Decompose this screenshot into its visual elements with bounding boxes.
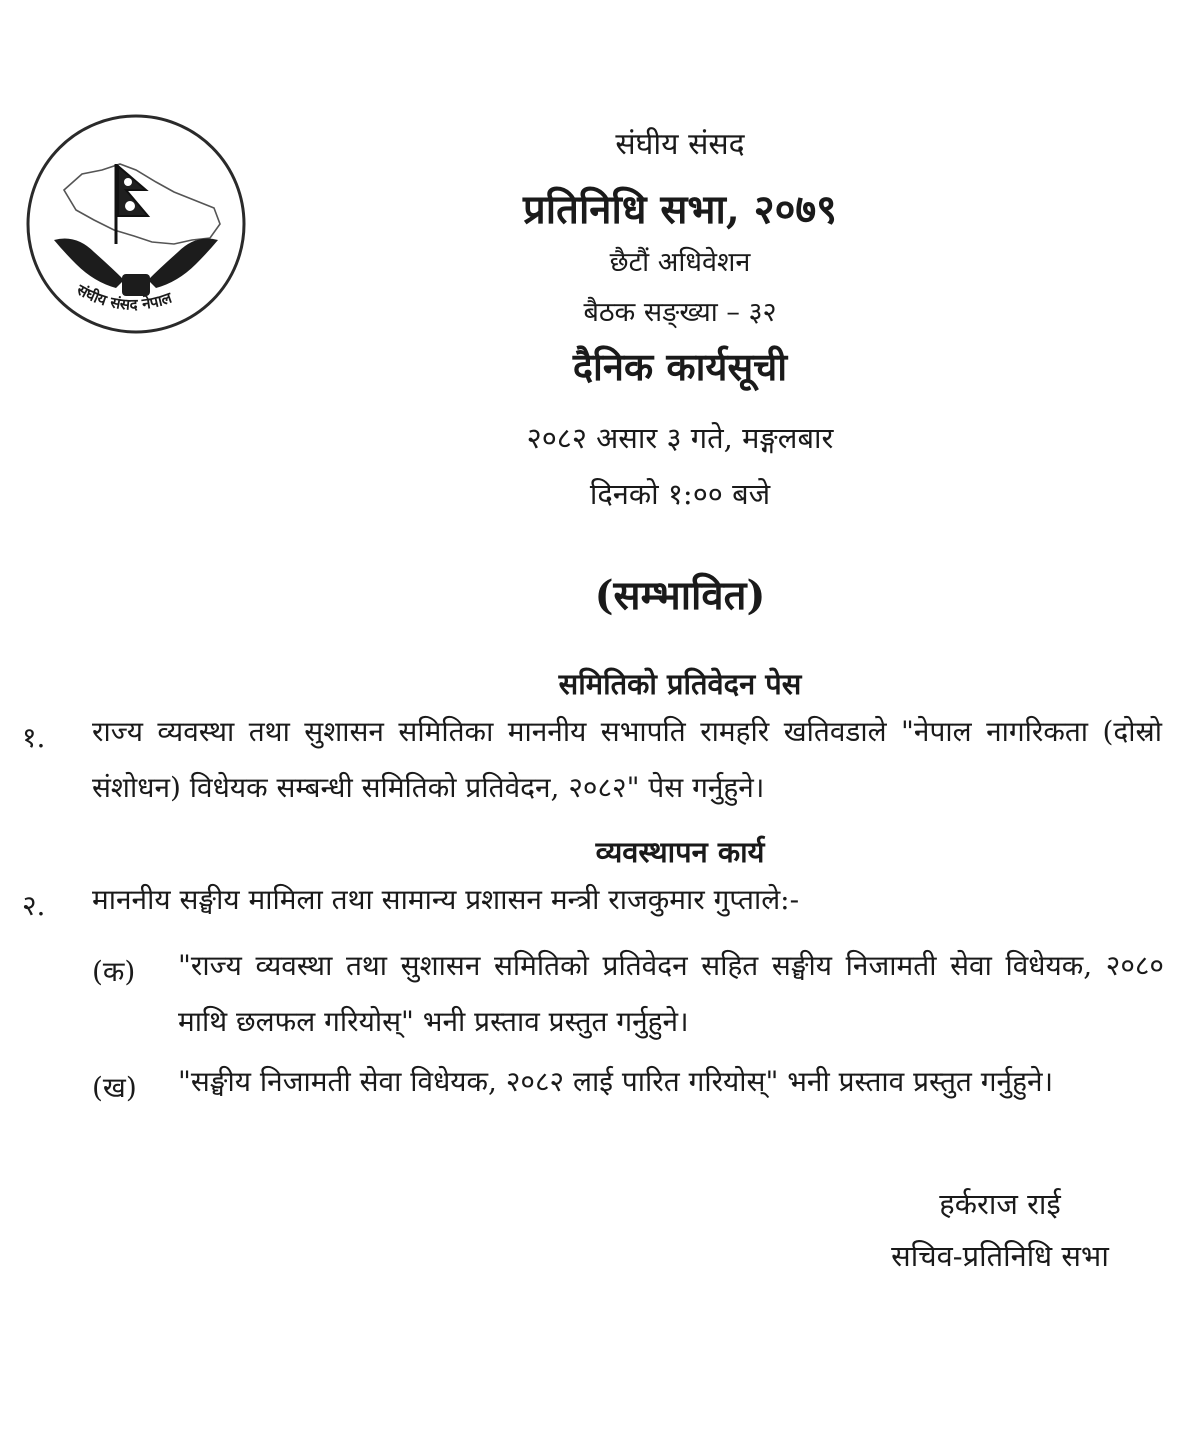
section-heading-legislative-business: व्यवस्थापन कार्य bbox=[595, 835, 765, 869]
item-text: माननीय सङ्घीय मामिला तथा सामान्य प्रशासन मन्त्री राजकुमार गुप्ताले:- bbox=[92, 883, 800, 916]
signatory-name: हर्कराज राई bbox=[939, 1187, 1061, 1221]
subitem-label: (क) bbox=[92, 955, 136, 988]
meeting-time: दिनको १:०० बजे bbox=[589, 477, 771, 511]
svg-text:संघीय संसद नेपाल: संघीय संसद नेपाल bbox=[73, 280, 175, 314]
meeting-date: २०८२ असार ३ गते, मङ्गलबार bbox=[526, 421, 834, 455]
subitem-text: "सङ्घीय निजामती सेवा विधेयक, २०८२ लाई पारित गरियोस्" भनी प्रस्ताव प्रस्तुत गर्नुहुने। bbox=[178, 1065, 1054, 1098]
session-label: छैटौं अधिवेशन bbox=[609, 247, 751, 278]
parliament-name: संघीय संसद bbox=[615, 127, 745, 162]
agenda-title: दैनिक कार्यसूची bbox=[572, 344, 788, 389]
section-heading-committee-report: समितिको प्रतिवेदन पेस bbox=[558, 667, 802, 701]
federal-parliament-nepal-emblem-icon bbox=[24, 112, 248, 336]
subitem-text: "राज्य व्यवस्था तथा सुशासन समितिको प्रतिवेदन सहित सङ्घीय निजामती सेवा विधेयक, २०८० माथि छलफल गरियोस्" भनी प्रस्ताव प्रस्तुत गर्नुहुने। bbox=[178, 949, 1164, 1038]
meeting-number: बैठक सङ्ख्या – ३२ bbox=[583, 297, 777, 328]
item-number: २. bbox=[22, 889, 46, 922]
probable-label: (सम्भावित) bbox=[594, 572, 766, 619]
item-text: राज्य व्यवस्था तथा सुशासन समितिका माननीय सभापति रामहरि खतिवडाले "नेपाल नागरिकता (दोस्रो संशोधन) विधेयक सम्बन्धी समितिको प्रतिवेदन, २०८२" पेस गर्नुहुने। bbox=[92, 715, 1162, 804]
item-number: १. bbox=[22, 721, 46, 754]
signatory-title: सचिव-प्रतिनिधि सभा bbox=[891, 1239, 1109, 1273]
house-title: प्रतिनिधि सभा, २०७९ bbox=[523, 186, 837, 233]
subitem-label: (ख) bbox=[92, 1071, 137, 1104]
